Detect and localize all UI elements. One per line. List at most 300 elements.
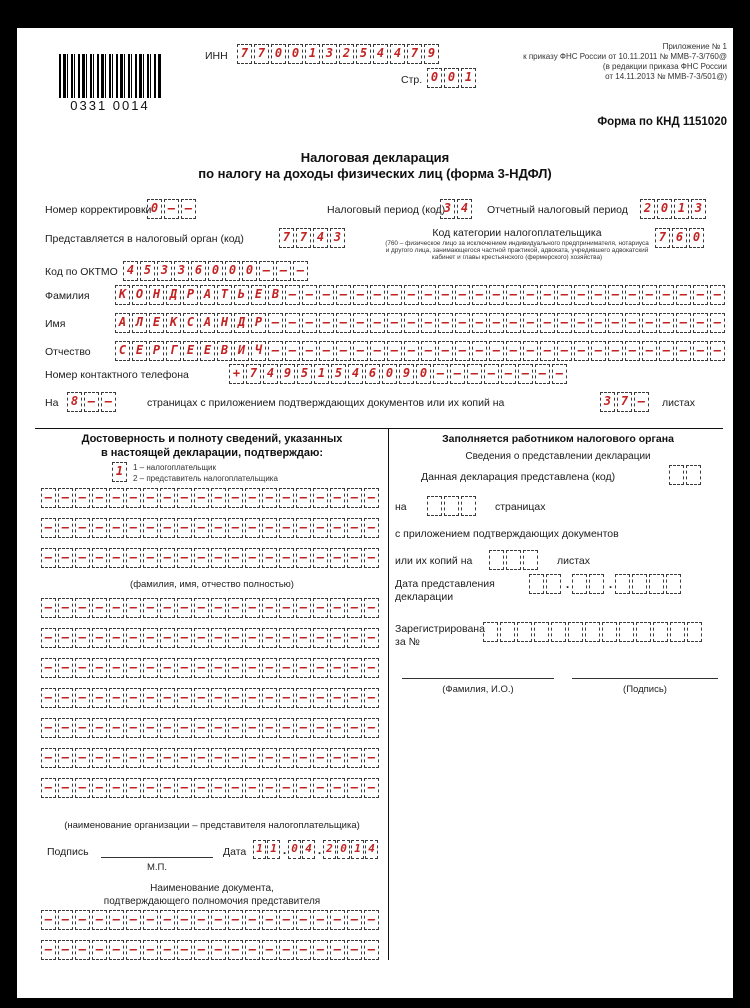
- char-cell[interactable]: Ь: [234, 285, 249, 305]
- char-cell[interactable]: –: [330, 598, 345, 618]
- char-cell[interactable]: –: [194, 748, 209, 768]
- char-cell[interactable]: Н: [217, 313, 232, 333]
- char-cell[interactable]: –: [245, 778, 260, 798]
- char-cell[interactable]: –: [625, 285, 640, 305]
- char-cell[interactable]: 0: [337, 840, 350, 859]
- char-cell[interactable]: Г: [166, 341, 181, 361]
- char-cell[interactable]: –: [160, 598, 175, 618]
- char-cell[interactable]: –: [296, 688, 311, 708]
- char-cell[interactable]: –: [302, 341, 317, 361]
- char-cell[interactable]: –: [364, 748, 379, 768]
- char-cell[interactable]: –: [160, 518, 175, 538]
- char-cell[interactable]: –: [518, 364, 533, 384]
- char-cell[interactable]: 0: [689, 228, 704, 248]
- char-cell[interactable]: –: [177, 718, 192, 738]
- char-cell[interactable]: 7: [296, 228, 311, 248]
- char-cell[interactable]: –: [279, 940, 294, 960]
- char-cell[interactable]: 3: [691, 199, 706, 219]
- char-cell[interactable]: –: [75, 518, 90, 538]
- char-cell[interactable]: –: [58, 778, 73, 798]
- char-cell[interactable]: –: [126, 598, 141, 618]
- char-cell[interactable]: В: [268, 285, 283, 305]
- char-cell[interactable]: –: [296, 598, 311, 618]
- char-cell[interactable]: –: [143, 910, 158, 930]
- char-cell[interactable]: –: [285, 313, 300, 333]
- char-cell[interactable]: [427, 496, 442, 516]
- char-cell[interactable]: 8: [67, 392, 82, 412]
- char-cell[interactable]: –: [268, 313, 283, 333]
- char-cell[interactable]: –: [302, 285, 317, 305]
- char-cell[interactable]: –: [109, 748, 124, 768]
- char-cell[interactable]: –: [41, 628, 56, 648]
- char-cell[interactable]: –: [574, 341, 589, 361]
- char-cell[interactable]: [615, 574, 630, 594]
- char-cell[interactable]: –: [211, 748, 226, 768]
- char-cell[interactable]: –: [347, 748, 362, 768]
- char-cell[interactable]: –: [421, 341, 436, 361]
- char-cell[interactable]: –: [540, 285, 555, 305]
- char-cell[interactable]: –: [109, 488, 124, 508]
- char-cell[interactable]: –: [313, 718, 328, 738]
- char-cell[interactable]: –: [370, 341, 385, 361]
- char-cell[interactable]: –: [313, 518, 328, 538]
- char-cell[interactable]: –: [109, 778, 124, 798]
- cell-row[interactable]: [41, 518, 381, 540]
- char-cell[interactable]: –: [404, 285, 419, 305]
- char-cell[interactable]: –: [364, 628, 379, 648]
- char-cell[interactable]: –: [634, 392, 649, 412]
- char-cell[interactable]: Е: [251, 285, 266, 305]
- char-cell[interactable]: –: [92, 518, 107, 538]
- char-cell[interactable]: Е: [183, 341, 198, 361]
- char-cell[interactable]: –: [574, 285, 589, 305]
- char-cell[interactable]: –: [109, 658, 124, 678]
- char-cell[interactable]: Е: [200, 341, 215, 361]
- char-cell[interactable]: [649, 574, 664, 594]
- pages-count-field[interactable]: [67, 392, 118, 412]
- char-cell[interactable]: 4: [365, 840, 378, 859]
- char-cell[interactable]: 4: [457, 199, 472, 219]
- char-cell[interactable]: –: [228, 488, 243, 508]
- char-cell[interactable]: –: [438, 341, 453, 361]
- char-cell[interactable]: –: [245, 548, 260, 568]
- char-cell[interactable]: 1: [267, 840, 280, 859]
- char-cell[interactable]: –: [228, 748, 243, 768]
- char-cell[interactable]: –: [642, 341, 657, 361]
- char-cell[interactable]: –: [710, 341, 725, 361]
- char-cell[interactable]: –: [330, 910, 345, 930]
- char-cell[interactable]: –: [194, 910, 209, 930]
- char-cell[interactable]: –: [160, 628, 175, 648]
- char-cell[interactable]: 0: [271, 44, 286, 64]
- char-cell[interactable]: –: [211, 518, 226, 538]
- char-cell[interactable]: –: [296, 940, 311, 960]
- char-cell[interactable]: –: [92, 598, 107, 618]
- char-cell[interactable]: –: [92, 488, 107, 508]
- char-cell[interactable]: –: [625, 313, 640, 333]
- char-cell[interactable]: Р: [251, 313, 266, 333]
- cell-row[interactable]: [41, 940, 381, 962]
- char-cell[interactable]: –: [262, 910, 277, 930]
- char-cell[interactable]: –: [75, 548, 90, 568]
- char-cell[interactable]: –: [177, 518, 192, 538]
- char-cell[interactable]: –: [467, 364, 482, 384]
- char-cell[interactable]: –: [126, 518, 141, 538]
- char-cell[interactable]: –: [262, 518, 277, 538]
- char-cell[interactable]: –: [330, 488, 345, 508]
- char-cell[interactable]: –: [296, 910, 311, 930]
- char-cell[interactable]: 1: [253, 840, 266, 859]
- char-cell[interactable]: –: [279, 748, 294, 768]
- char-cell[interactable]: –: [330, 658, 345, 678]
- char-cell[interactable]: –: [126, 628, 141, 648]
- char-cell[interactable]: –: [370, 285, 385, 305]
- cell-row[interactable]: [41, 598, 381, 620]
- char-cell[interactable]: –: [313, 548, 328, 568]
- char-cell[interactable]: –: [279, 718, 294, 738]
- char-cell[interactable]: –: [228, 518, 243, 538]
- char-cell[interactable]: 3: [157, 261, 172, 281]
- char-cell[interactable]: –: [472, 313, 487, 333]
- char-cell[interactable]: –: [75, 688, 90, 708]
- oktmo-field[interactable]: [123, 261, 310, 281]
- char-cell[interactable]: –: [557, 285, 572, 305]
- char-cell[interactable]: –: [710, 285, 725, 305]
- char-cell[interactable]: –: [109, 718, 124, 738]
- char-cell[interactable]: –: [404, 341, 419, 361]
- char-cell[interactable]: –: [143, 658, 158, 678]
- char-cell[interactable]: –: [126, 910, 141, 930]
- patronymic-field[interactable]: [115, 341, 727, 361]
- char-cell[interactable]: –: [58, 658, 73, 678]
- char-cell[interactable]: –: [194, 778, 209, 798]
- cell-row[interactable]: [41, 488, 381, 510]
- char-cell[interactable]: [506, 550, 521, 570]
- char-cell[interactable]: –: [160, 778, 175, 798]
- char-cell[interactable]: +: [229, 364, 244, 384]
- representative-fio-field[interactable]: [41, 488, 381, 578]
- char-cell[interactable]: 2: [640, 199, 655, 219]
- char-cell[interactable]: –: [109, 598, 124, 618]
- char-cell[interactable]: –: [41, 910, 56, 930]
- char-cell[interactable]: –: [177, 598, 192, 618]
- char-cell[interactable]: 1: [351, 840, 364, 859]
- char-cell[interactable]: –: [387, 341, 402, 361]
- char-cell[interactable]: –: [101, 392, 116, 412]
- char-cell[interactable]: –: [625, 341, 640, 361]
- char-cell[interactable]: Л: [132, 313, 147, 333]
- char-cell[interactable]: 1: [305, 44, 320, 64]
- char-cell[interactable]: 4: [313, 228, 328, 248]
- char-cell[interactable]: [669, 465, 684, 485]
- char-cell[interactable]: [523, 550, 538, 570]
- char-cell[interactable]: –: [126, 718, 141, 738]
- char-cell[interactable]: –: [194, 488, 209, 508]
- sheets-count-field[interactable]: [600, 392, 651, 412]
- char-cell[interactable]: А: [115, 313, 130, 333]
- char-cell[interactable]: 2: [339, 44, 354, 64]
- char-cell[interactable]: –: [676, 313, 691, 333]
- char-cell[interactable]: –: [92, 748, 107, 768]
- char-cell[interactable]: –: [194, 940, 209, 960]
- char-cell[interactable]: –: [245, 688, 260, 708]
- char-cell[interactable]: [670, 622, 685, 642]
- char-cell[interactable]: –: [364, 688, 379, 708]
- char-cell[interactable]: –: [608, 313, 623, 333]
- char-cell[interactable]: К: [115, 285, 130, 305]
- char-cell[interactable]: –: [92, 718, 107, 738]
- char-cell[interactable]: Р: [149, 341, 164, 361]
- char-cell[interactable]: –: [211, 488, 226, 508]
- char-cell[interactable]: –: [347, 910, 362, 930]
- char-cell[interactable]: –: [177, 778, 192, 798]
- char-cell[interactable]: –: [591, 285, 606, 305]
- char-cell[interactable]: –: [228, 628, 243, 648]
- char-cell[interactable]: –: [75, 778, 90, 798]
- char-cell[interactable]: –: [347, 598, 362, 618]
- char-cell[interactable]: –: [177, 688, 192, 708]
- char-cell[interactable]: 7: [237, 44, 252, 64]
- char-cell[interactable]: –: [41, 598, 56, 618]
- char-cell[interactable]: –: [364, 778, 379, 798]
- char-cell[interactable]: –: [347, 628, 362, 648]
- char-cell[interactable]: –: [262, 548, 277, 568]
- char-cell[interactable]: –: [676, 285, 691, 305]
- official-pages-field[interactable]: [427, 496, 478, 516]
- char-cell[interactable]: –: [293, 261, 308, 281]
- char-cell[interactable]: –: [160, 688, 175, 708]
- char-cell[interactable]: –: [455, 285, 470, 305]
- char-cell[interactable]: 9: [280, 364, 295, 384]
- char-cell[interactable]: –: [296, 548, 311, 568]
- firstname-field[interactable]: [115, 313, 727, 333]
- char-cell[interactable]: [551, 622, 566, 642]
- char-cell[interactable]: –: [347, 940, 362, 960]
- char-cell[interactable]: –: [126, 778, 141, 798]
- char-cell[interactable]: –: [109, 910, 124, 930]
- char-cell[interactable]: [517, 622, 532, 642]
- char-cell[interactable]: –: [450, 364, 465, 384]
- char-cell[interactable]: –: [143, 778, 158, 798]
- char-cell[interactable]: –: [262, 598, 277, 618]
- char-cell[interactable]: 3: [440, 199, 455, 219]
- taxpayer-category-field[interactable]: [655, 228, 706, 248]
- char-cell[interactable]: –: [228, 940, 243, 960]
- char-cell[interactable]: –: [302, 313, 317, 333]
- char-cell[interactable]: –: [506, 285, 521, 305]
- char-cell[interactable]: –: [228, 688, 243, 708]
- cell-row[interactable]: [41, 718, 381, 740]
- char-cell[interactable]: 0: [242, 261, 257, 281]
- char-cell[interactable]: В: [217, 341, 232, 361]
- char-cell[interactable]: –: [92, 658, 107, 678]
- char-cell[interactable]: А: [200, 313, 215, 333]
- char-cell[interactable]: –: [143, 688, 158, 708]
- char-cell[interactable]: 7: [254, 44, 269, 64]
- char-cell[interactable]: –: [259, 261, 274, 281]
- signature-date-field[interactable]: [253, 840, 379, 860]
- char-cell[interactable]: 1: [461, 68, 476, 88]
- char-cell[interactable]: –: [177, 658, 192, 678]
- surname-field[interactable]: [115, 285, 727, 305]
- char-cell[interactable]: –: [245, 748, 260, 768]
- char-cell[interactable]: –: [211, 688, 226, 708]
- char-cell[interactable]: 0: [288, 840, 301, 859]
- char-cell[interactable]: –: [58, 598, 73, 618]
- char-cell[interactable]: –: [330, 518, 345, 538]
- char-cell[interactable]: –: [262, 940, 277, 960]
- char-cell[interactable]: –: [58, 688, 73, 708]
- char-cell[interactable]: –: [268, 341, 283, 361]
- char-cell[interactable]: –: [285, 341, 300, 361]
- char-cell[interactable]: –: [92, 778, 107, 798]
- char-cell[interactable]: –: [552, 364, 567, 384]
- char-cell[interactable]: –: [41, 748, 56, 768]
- char-cell[interactable]: 0: [657, 199, 672, 219]
- char-cell[interactable]: –: [387, 285, 402, 305]
- char-cell[interactable]: –: [164, 199, 179, 219]
- char-cell[interactable]: –: [693, 313, 708, 333]
- char-cell[interactable]: –: [262, 718, 277, 738]
- char-cell[interactable]: –: [455, 341, 470, 361]
- char-cell[interactable]: –: [228, 548, 243, 568]
- char-cell[interactable]: –: [364, 658, 379, 678]
- char-cell[interactable]: И: [234, 341, 249, 361]
- char-cell[interactable]: [619, 622, 634, 642]
- char-cell[interactable]: –: [313, 778, 328, 798]
- char-cell[interactable]: –: [262, 688, 277, 708]
- char-cell[interactable]: –: [296, 628, 311, 648]
- char-cell[interactable]: К: [166, 313, 181, 333]
- char-cell[interactable]: –: [296, 718, 311, 738]
- char-cell[interactable]: –: [279, 598, 294, 618]
- char-cell[interactable]: 6: [365, 364, 380, 384]
- char-cell[interactable]: –: [211, 598, 226, 618]
- char-cell[interactable]: –: [211, 548, 226, 568]
- char-cell[interactable]: –: [489, 341, 504, 361]
- char-cell[interactable]: –: [75, 718, 90, 738]
- char-cell[interactable]: –: [313, 488, 328, 508]
- char-cell[interactable]: 7: [279, 228, 294, 248]
- char-cell[interactable]: –: [313, 940, 328, 960]
- authority-document-field[interactable]: [41, 910, 381, 970]
- char-cell[interactable]: –: [41, 658, 56, 678]
- char-cell[interactable]: [572, 574, 587, 594]
- char-cell[interactable]: [602, 622, 617, 642]
- char-cell[interactable]: –: [126, 548, 141, 568]
- char-cell[interactable]: –: [347, 518, 362, 538]
- char-cell[interactable]: –: [160, 910, 175, 930]
- cell-row[interactable]: [41, 658, 381, 680]
- char-cell[interactable]: –: [58, 628, 73, 648]
- signature-line[interactable]: [101, 844, 213, 858]
- char-cell[interactable]: –: [126, 488, 141, 508]
- char-cell[interactable]: 0: [288, 44, 303, 64]
- char-cell[interactable]: –: [404, 313, 419, 333]
- char-cell[interactable]: –: [58, 548, 73, 568]
- char-cell[interactable]: [589, 574, 604, 594]
- char-cell[interactable]: –: [211, 718, 226, 738]
- char-cell[interactable]: 0: [208, 261, 223, 281]
- char-cell[interactable]: –: [540, 341, 555, 361]
- char-cell[interactable]: 3: [330, 228, 345, 248]
- char-cell[interactable]: –: [642, 313, 657, 333]
- char-cell[interactable]: –: [433, 364, 448, 384]
- char-cell[interactable]: –: [143, 518, 158, 538]
- char-cell[interactable]: –: [693, 341, 708, 361]
- char-cell[interactable]: О: [132, 285, 147, 305]
- char-cell[interactable]: –: [245, 598, 260, 618]
- tax-period-field[interactable]: [440, 199, 474, 219]
- char-cell[interactable]: –: [347, 688, 362, 708]
- char-cell[interactable]: –: [296, 778, 311, 798]
- char-cell[interactable]: –: [370, 313, 385, 333]
- char-cell[interactable]: –: [143, 940, 158, 960]
- char-cell[interactable]: –: [58, 910, 73, 930]
- char-cell[interactable]: 0: [225, 261, 240, 281]
- page-number-field[interactable]: [427, 68, 478, 88]
- char-cell[interactable]: –: [276, 261, 291, 281]
- char-cell[interactable]: –: [608, 341, 623, 361]
- char-cell[interactable]: –: [75, 940, 90, 960]
- char-cell[interactable]: –: [347, 488, 362, 508]
- char-cell[interactable]: 7: [655, 228, 670, 248]
- char-cell[interactable]: –: [194, 688, 209, 708]
- char-cell[interactable]: [653, 622, 668, 642]
- char-cell[interactable]: –: [319, 313, 334, 333]
- char-cell[interactable]: –: [353, 341, 368, 361]
- char-cell[interactable]: –: [279, 658, 294, 678]
- char-cell[interactable]: [534, 622, 549, 642]
- char-cell[interactable]: 3: [600, 392, 615, 412]
- char-cell[interactable]: [444, 496, 459, 516]
- char-cell[interactable]: –: [540, 313, 555, 333]
- char-cell[interactable]: –: [41, 488, 56, 508]
- char-cell[interactable]: [546, 574, 561, 594]
- char-cell[interactable]: –: [58, 748, 73, 768]
- char-cell[interactable]: –: [347, 718, 362, 738]
- char-cell[interactable]: –: [228, 658, 243, 678]
- cell-row[interactable]: [41, 748, 381, 770]
- char-cell[interactable]: –: [364, 518, 379, 538]
- char-cell[interactable]: –: [421, 285, 436, 305]
- char-cell[interactable]: –: [177, 548, 192, 568]
- char-cell[interactable]: [687, 622, 702, 642]
- char-cell[interactable]: 4: [348, 364, 363, 384]
- char-cell[interactable]: –: [506, 341, 521, 361]
- char-cell[interactable]: –: [143, 548, 158, 568]
- char-cell[interactable]: –: [109, 688, 124, 708]
- char-cell[interactable]: –: [313, 628, 328, 648]
- char-cell[interactable]: –: [245, 718, 260, 738]
- char-cell[interactable]: –: [353, 313, 368, 333]
- char-cell[interactable]: –: [296, 488, 311, 508]
- char-cell[interactable]: –: [143, 718, 158, 738]
- char-cell[interactable]: –: [211, 778, 226, 798]
- char-cell[interactable]: –: [489, 313, 504, 333]
- char-cell[interactable]: 1: [314, 364, 329, 384]
- char-cell[interactable]: –: [126, 688, 141, 708]
- char-cell[interactable]: –: [523, 313, 538, 333]
- inn-field[interactable]: [237, 44, 441, 64]
- char-cell[interactable]: –: [262, 658, 277, 678]
- char-cell[interactable]: –: [591, 341, 606, 361]
- char-cell[interactable]: –: [41, 718, 56, 738]
- char-cell[interactable]: –: [296, 748, 311, 768]
- char-cell[interactable]: –: [693, 285, 708, 305]
- char-cell[interactable]: –: [296, 518, 311, 538]
- char-cell[interactable]: –: [126, 658, 141, 678]
